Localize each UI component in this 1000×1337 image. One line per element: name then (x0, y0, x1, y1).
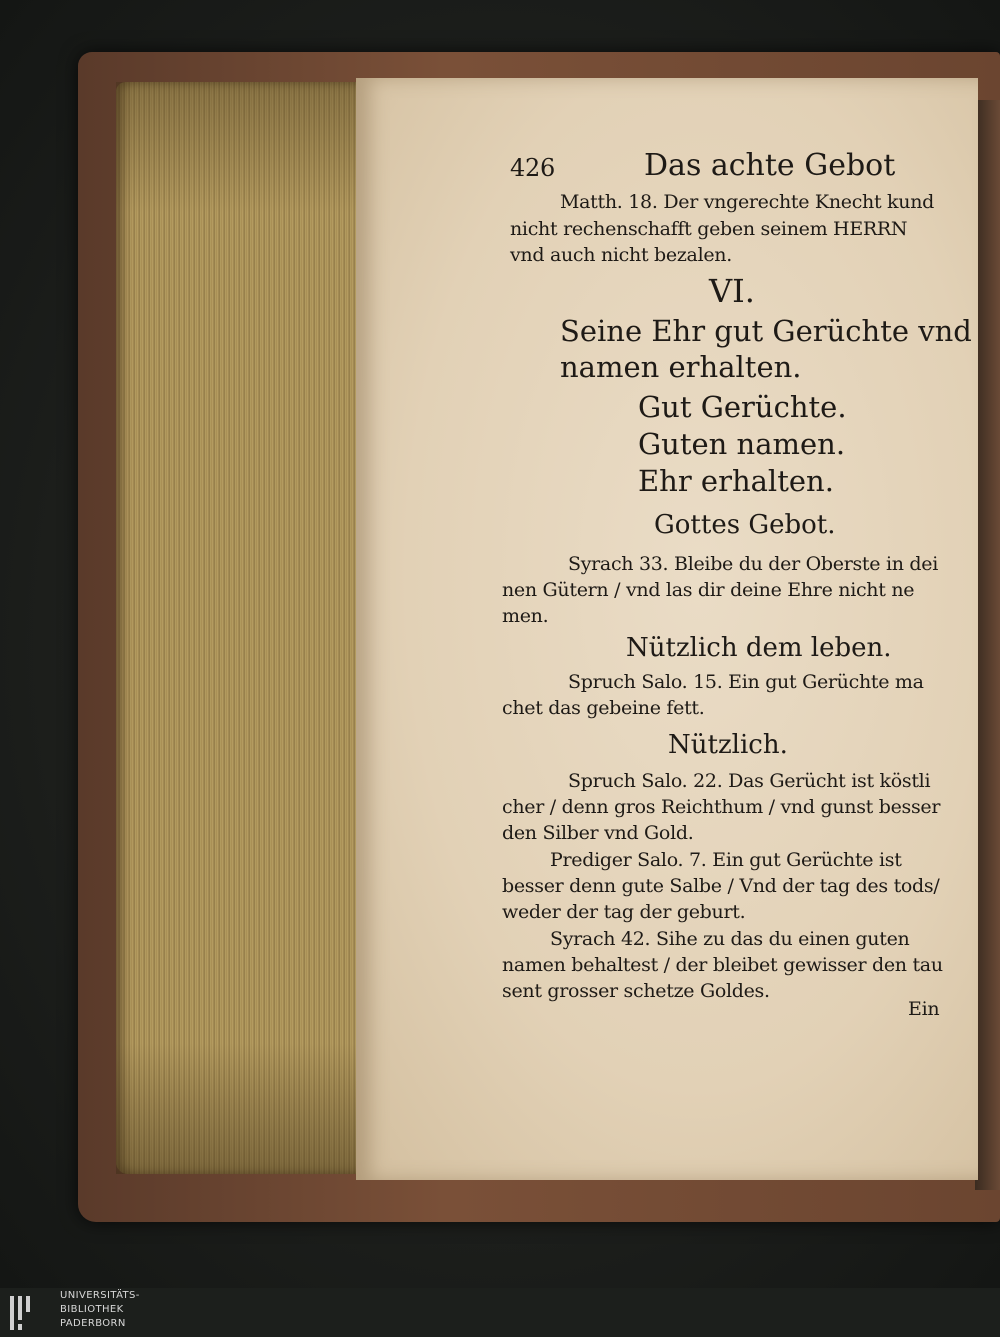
text-line: Prediger Salo. 7. Ein gut Gerüchte ist (550, 849, 902, 871)
text-line: cher / denn gros Reichthum / vnd gunst besser (502, 796, 941, 818)
text-line: Spruch Salo. 22. Das Gerücht ist köstli (568, 770, 931, 792)
subheading: Nützlich. (668, 730, 788, 760)
text-line: besser denn gute Salbe / Vnd der tag des tods/ (502, 875, 940, 897)
subpoint: Gut Gerüchte. (638, 390, 847, 424)
section-heading: Seine Ehr gut Gerüchte vnd (560, 314, 972, 348)
text-line: Syrach 42. Sihe zu das du einen guten (550, 928, 910, 950)
text-line: weder der tag der geburt. (502, 901, 746, 923)
text-line: vnd auch nicht bezalen. (510, 244, 732, 266)
text-line: namen behaltest / der bleibet gewisser den tau (502, 954, 943, 976)
text-line: Spruch Salo. 15. Ein gut Gerüchte ma (568, 671, 924, 693)
footer-bar (0, 1288, 1000, 1337)
subheading: Nützlich dem leben. (626, 633, 892, 663)
catchword: Ein (908, 998, 940, 1020)
subpoint: Guten namen. (638, 427, 846, 461)
page-number: 426 (510, 154, 555, 182)
library-name (60, 1289, 140, 1331)
subpoint: Ehr erhalten. (638, 464, 834, 498)
text-line: men. (502, 605, 549, 627)
running-head: Das achte Gebot (644, 148, 896, 183)
library-name-line: PADERBORN (60, 1318, 126, 1329)
library-name-line: BIBLIOTHEK (60, 1304, 124, 1315)
text-line: chet das gebeine fett. (502, 697, 705, 719)
page-edges (116, 82, 366, 1174)
section-heading: namen erhalten. (560, 350, 802, 384)
library-logo-icon (8, 1294, 44, 1332)
text-line: Syrach 33. Bleibe du der Oberste in dei (568, 553, 938, 575)
text-line: sent grosser schetze Goldes. (502, 980, 770, 1002)
section-numeral: VI. (709, 272, 755, 310)
library-name-line: UNIVERSITÄTS- (60, 1290, 140, 1301)
book-page (356, 78, 978, 1180)
facing-page-edge (975, 100, 1000, 1190)
text-line: nen Gütern / vnd las dir deine Ehre nicht ne (502, 579, 915, 601)
text-line: den Silber vnd Gold. (502, 822, 694, 844)
text-line: Matth. 18. Der vngerechte Knecht kund (560, 191, 935, 213)
subheading: Gottes Gebot. (654, 510, 836, 540)
text-line: nicht rechenschafft geben seinem HERRN (510, 218, 908, 240)
